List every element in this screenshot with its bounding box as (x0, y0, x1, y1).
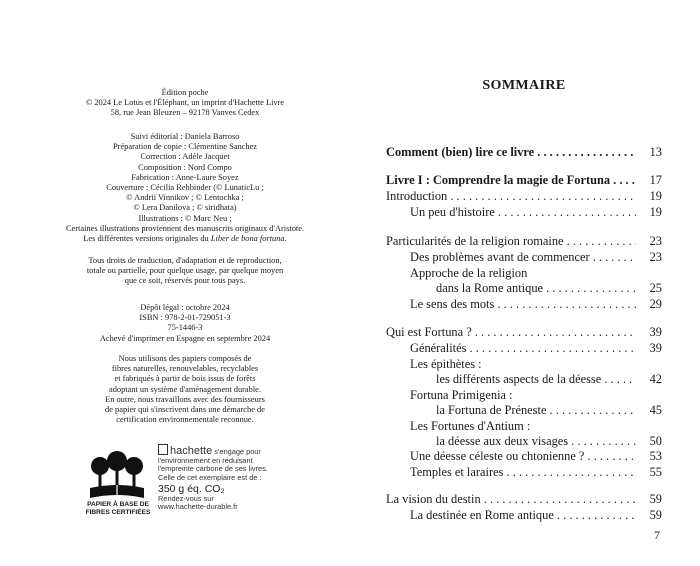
toc-entry[interactable] (386, 464, 662, 480)
toc-label: Un peu d'histoire . . . (410, 204, 636, 220)
hachette-line: s'engage pour (214, 447, 261, 456)
toc-page: 19 (649, 189, 662, 203)
hachette-url[interactable]: www.hachette-durable.fr (158, 502, 238, 512)
colophon-line: Achevé d'imprimer en Espagne en septembre 2024 (99, 333, 271, 343)
colophon-line: Tous droits de traduction, d'adaptation et de reproduction, (88, 256, 282, 265)
toc-entry[interactable] (386, 172, 662, 188)
toc-entry[interactable] (386, 249, 662, 265)
colophon-line: © 2024 Le Lotus et l'Éléphant, un imprint d'Hachette Livre (85, 98, 285, 108)
toc-label: Les Fortunes d'Antium : (410, 419, 531, 433)
toc-label: La vision du destin . . . (386, 491, 636, 507)
colophon-line: adoptant un système d'aménagement durable. (109, 384, 261, 394)
colophon-line: Édition poche (161, 88, 209, 97)
toc-label: Qui est Fortuna ? . . . (386, 324, 636, 340)
toc-entry[interactable] (386, 296, 662, 312)
colophon-line: 58, rue Jean Bleuzen – 92178 Vanves Cedex (110, 108, 260, 118)
toc-page: 39 (649, 325, 662, 339)
colophon-line: Couverture : Cécilia Rehbinder (© LunaticLu ; (106, 183, 264, 193)
toc-page: 19 (649, 205, 662, 219)
toc-label: Particularités de la religion romaine . . . (386, 233, 636, 249)
toc-entry[interactable] (386, 507, 662, 523)
hachette-brand: hachette (170, 445, 213, 457)
colophon-line: En outre, nous travaillons avec des fournisseurs (105, 394, 265, 404)
hachette-carbon-note (158, 444, 318, 512)
toc-label: Le sens des mots . . . (410, 296, 636, 312)
hachette-line: l'empreinte carbone de ses livres. (158, 464, 268, 474)
rights-block (60, 256, 310, 287)
toc-entry[interactable] (386, 188, 662, 204)
colophon-line: © Lera Danilova ; © siridhata) (133, 203, 237, 213)
toc-label: Une déesse céleste ou chtonienne ? . . . (410, 448, 636, 464)
toc-label: Des problèmes avant de commencer . . . (410, 249, 636, 265)
toc-page: 29 (649, 297, 662, 311)
toc-page: 55 (649, 465, 662, 479)
toc-label: La destinée en Rome antique . . . (410, 507, 636, 523)
toc-page: 42 (649, 372, 662, 386)
toc-page: 23 (649, 234, 662, 248)
colophon-line: et fabriqués à partir de bois issus de forêts (114, 374, 256, 384)
toc-entry[interactable] (386, 265, 662, 281)
hachette-line: l'environnement en réduisant (158, 455, 253, 465)
colophon-line: certification environnementale reconnue. (116, 415, 254, 425)
credits-block (60, 132, 310, 244)
toc-entry[interactable] (386, 402, 662, 418)
logo-caption-line: FIBRES CERTIFIÉES (85, 509, 151, 516)
logo-caption-line: PAPIER À BASE DE (87, 501, 149, 508)
toc-entry[interactable] (386, 418, 662, 434)
toc-entry[interactable] (386, 233, 662, 249)
colophon-line: fibres naturelles, renouvelables, recyclables (111, 364, 259, 374)
toc-page: 50 (649, 434, 662, 448)
toc-label: la déesse aux deux visages . . . (436, 433, 636, 449)
toc-label: Introduction . . . (386, 188, 636, 204)
versions-end: . (284, 234, 287, 244)
versions-title: Liber de bona fortuna (210, 234, 285, 244)
page-number: 7 (654, 528, 660, 542)
hachette-line: Rendez-vous sur (158, 493, 214, 503)
toc-label: Généralités . . . (410, 340, 636, 356)
toc-page: 25 (649, 281, 662, 295)
toc-page: 53 (649, 449, 662, 463)
toc-page: 13 (649, 145, 662, 159)
toc-entry[interactable] (386, 280, 662, 296)
edition-block (60, 88, 310, 119)
toc-entry[interactable] (386, 144, 662, 160)
colophon-line: Certaines illustrations proviennent des manuscrits originaux d'Aristote. (65, 223, 305, 233)
certified-fibers-logo (86, 448, 148, 508)
toc-label: Les épithètes : (410, 357, 482, 371)
toc-entry[interactable] (386, 204, 662, 220)
toc-label: la Fortuna de Préneste . . . (436, 402, 636, 418)
legal-block (60, 303, 310, 344)
colophon-line: Suivi éditorial : Daniela Barroso (130, 132, 240, 141)
colophon-line: ISBN : 978-2-01-729051-3 (139, 313, 231, 323)
hachette-line: Celle de cet exemplaire est de : (158, 473, 262, 483)
toc-label: Approche de la religion (410, 266, 528, 280)
colophon-line: Correction : Adèle Jacquet (140, 152, 230, 162)
colophon-line: Composition : Nord Compo (138, 162, 232, 172)
toc-entry[interactable] (386, 371, 662, 387)
toc-label: Comment (bien) lire ce livre . . . (386, 144, 636, 160)
toc-label: les différents aspects de la déesse . . . (436, 371, 636, 387)
colophon-line: Préparation de copie : Clémentine Sanchez (113, 142, 257, 152)
colophon-line: que ce soit, réservés pour tous pays. (124, 276, 246, 286)
toc-page: 45 (649, 403, 662, 417)
toc-page: 39 (649, 341, 662, 355)
hachette-logo-icon (158, 444, 168, 455)
colophon-line: de papier qui s'inscrivent dans une démarche de (105, 405, 265, 415)
toc-page: 17 (649, 173, 662, 187)
toc-label: Temples et laraires . . . (410, 464, 636, 480)
toc-entry[interactable] (386, 433, 662, 449)
logo-caption (68, 501, 168, 517)
toc-label: Fortuna Primigenia : (410, 388, 513, 402)
toc-label: dans la Rome antique . . . (436, 280, 636, 296)
colophon-line (60, 234, 310, 244)
toc-entry[interactable] (386, 448, 662, 464)
carbon-value: 350 g éq. CO₂ (158, 482, 225, 495)
toc-entry[interactable] (386, 491, 662, 507)
versions-text: Les différentes versions originales du (83, 234, 211, 244)
toc-page: 59 (649, 508, 662, 522)
colophon-line: Illustrations : © Marc Neu ; (138, 213, 232, 223)
toc-entry[interactable] (386, 356, 662, 372)
colophon-line: 75-1446-3 (167, 323, 203, 333)
toc-page: 23 (649, 250, 662, 264)
colophon-line: totale ou partielle, pour quelque usage, par quelque moyen (86, 266, 284, 276)
colophon-line: © Andrii Vinnikov ; © Lentochka ; (126, 193, 244, 203)
colophon-line: Fabrication : Anne-Laure Soyez (131, 172, 239, 182)
paper-block (60, 354, 310, 425)
toc-entry[interactable] (386, 324, 662, 340)
colophon-line: Dépôt légal : octobre 2024 (140, 303, 230, 312)
toc-entry[interactable] (386, 340, 662, 356)
toc-label: Livre I : Comprendre la magie de Fortuna . . . (386, 172, 636, 188)
colophon-line: Nous utilisons des papiers composés de (118, 354, 252, 363)
toc-page: 59 (649, 492, 662, 506)
toc-entry[interactable] (386, 387, 662, 403)
page-title: SOMMAIRE (482, 78, 566, 93)
